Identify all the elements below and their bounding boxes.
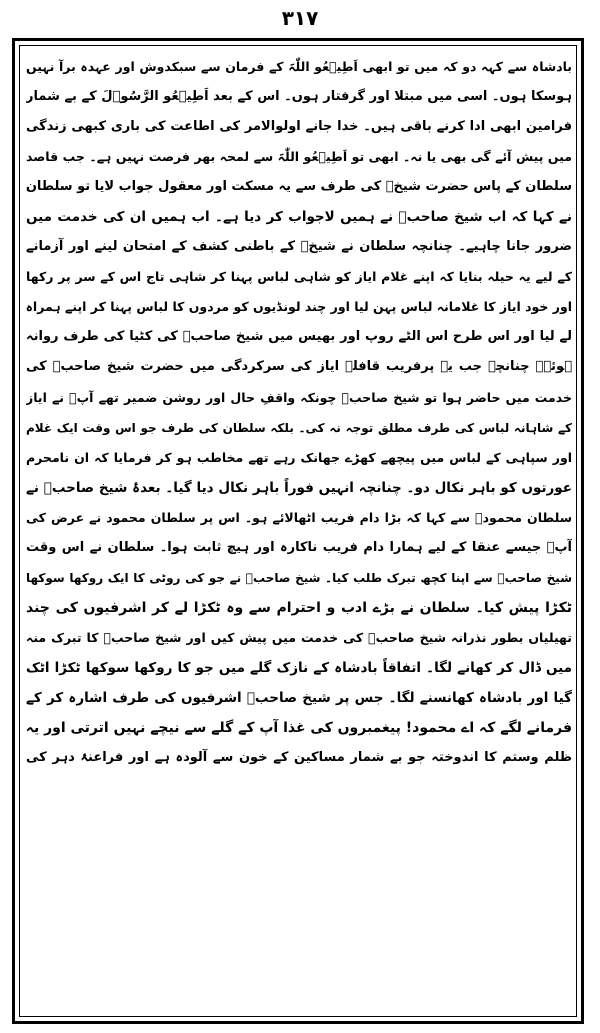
- text-line: آپؒ جیسے عنقا کے لیے ہمارا دام فریب ناکارہ اور ہیچ ثابت ہوا۔ سلطان نے اس وقت: [26, 539, 572, 555]
- text-line: لے لیا اور اس طرح اس الٹے روپ اور بھیس میں شیخ صاحبؒ کی کٹیا کی طرف روانہ: [26, 329, 572, 345]
- text-line: ہوسکا ہوں۔ اسی میں مبتلا اور گرفتار ہوں۔ اس کے بعد اَطِیۡعُو الرَّسُوۡلَ کے بے شمار: [26, 89, 572, 105]
- text-line: خدمت میں حاضر ہوا تو شیخ صاحبؒ چونکہ واقفِ حال اور روشن ضمیر تھے آپؒ نے ایاز: [26, 389, 572, 405]
- text-line: سلطان محمودؒ سے کہا کہ بڑا دام فریب اٹھالائے ہو۔ اس پر سلطان محمود نے عرض کی: [26, 509, 572, 525]
- text-line: عورتوں کو باہر نکال دو۔ چنانچہ انہیں فوراً باہر نکال دیا گیا۔ بعدۂ شیخ صاحبؒ نے: [26, 479, 572, 496]
- text-line: کے شاہانہ لباس کی طرف مطلق توجہ نہ کی۔ بلکہ سلطان کی طرف جو اس وقت ایک غلام: [26, 420, 572, 435]
- text-line: ہوئے۔ چنانچہ جب یہ پرفریب قافلہ ایاز کی سرکردگی میں حضرت شیخ صاحبؒ کی: [26, 359, 572, 375]
- text-line: میں ڈال کر کھانے لگا۔ اتفاقاً بادشاہ کے نازک گلے میں جو کا روکھا سوکھا ٹکڑا اٹک: [26, 659, 572, 676]
- text-line: فرامین ابھی ادا کرنے باقی ہیں۔ خدا جانے اولوالامر کی اطاعت کی باری کبھی زندگی: [26, 119, 572, 135]
- text-line: ضرور جانا چاہیے۔ چنانچہ سلطان نے شیخؒ کے باطنی کشف کے امتحان لینے اور آزمانے: [26, 239, 572, 255]
- text-line: میں پیش آئے گی بھی یا نہ۔ ابھی تو اَطِیۡعُو اللّٰہَ سے لمحہ بھر فرصت نہیں ہے۔ جب قاصد: [26, 149, 572, 165]
- text-line: نے کہا کہ اب شیخ صاحبؒ نے ہمیں لاجواب کر دیا ہے۔ اب ہمیں ان کی خدمت میں: [26, 209, 572, 226]
- text-line: بادشاہ سے کہہ دو کہ میں تو ابھی اَطِیۡعُو اللّٰہَ کے فرمان سے سبکدوش اور عہدہ برآ نہیں: [26, 59, 572, 74]
- text-line: گیا اور بادشاہ کھانسنے لگا۔ جس پر شیخ صاحبؒ اشرفیوں کی طرف اشارہ کر کے: [26, 689, 572, 706]
- text-line: سلطان کے پاس حضرت شیخؒ کی طرف سے یہ مسکت اور معقول جواب لایا تو سلطان: [26, 179, 572, 195]
- text-line: ٹکڑا پیش کیا۔ سلطان نے بڑے ادب و احترام سے وہ ٹکڑا لے کر اشرفیوں کی چند: [26, 599, 572, 616]
- text-line: تھیلیاں بطور نذرانہ شیخ صاحبؒ کی خدمت میں پیش کیں اور شیخ صاحبؒ کا تبرک منہ: [26, 629, 572, 645]
- text-line: شیخ صاحبؒ سے اپنا کچھ تبرک طلب کیا۔ شیخ صاحبؒ نے جو کی روٹی کا ایک روکھا سوکھا: [26, 570, 572, 585]
- text-line: کے لیے یہ حیلہ بنایا کہ اپنے غلام ایاز کو شاہی لباس پہنا کر شاہی تاج اس کے سر پر رکھا: [26, 269, 572, 285]
- text-line: فرمانے لگے کہ اے محمود! پیغمبروں کی غذا آپ کے گلے سے نیچے نہیں اترتی اور یہ: [26, 720, 572, 737]
- page-number: ۳۱۷: [281, 6, 319, 30]
- urdu-text-body: [26, 52, 572, 1014]
- text-line: اور خود ایاز کا غلامانہ لباس پہن لیا اور چند لونڈیوں کو مردوں کا لباس پہنا کر اپنے ہمراہ: [26, 299, 572, 315]
- text-line: اور سپاہی کے لباس میں پیچھے کھڑے جھانک رہے تھے مخاطب ہو کر فرمایا کہ ان نامحرم: [26, 449, 572, 465]
- text-line: ظلم وستم کا اندوختہ جو بے شمار مساکین کے خون سے آلودہ ہے اور فراعنۂ دہر کی: [26, 750, 572, 766]
